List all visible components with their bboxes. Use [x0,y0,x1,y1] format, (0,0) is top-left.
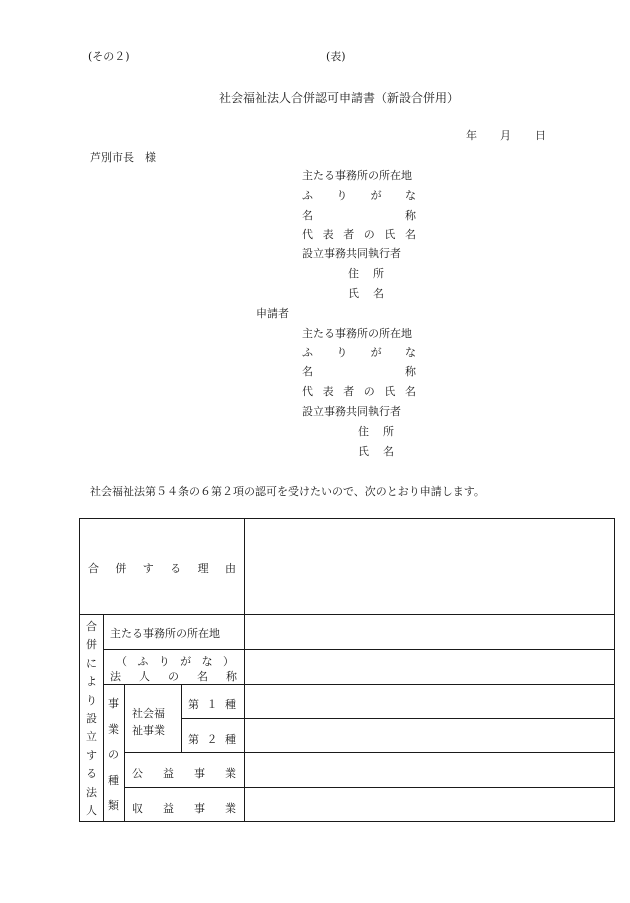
date-day: 日 [535,129,546,142]
form-number: (その２) [88,50,130,63]
office-location-row-label: 主たる事務所の所在地 [110,627,220,640]
office-location-field[interactable] [245,615,614,649]
merger-reason-label: 合 併 す る 理 由 [88,562,236,575]
corporation-name-field[interactable] [245,650,614,684]
executor-label: 設立事務共同執行者 [302,405,401,418]
addressee: 芦別市長 様 [90,151,156,164]
public-interest-business-field[interactable] [245,753,614,787]
representative-label: 代 表 者 の 氏 名 [302,228,416,241]
name-label: 名 称 [302,209,416,222]
applicant-label: 申請者 [256,307,289,320]
social-welfare-business-label: 社会福 祉事業 [132,707,165,737]
merger-form-table [79,518,615,822]
address-label: 住 所 [358,425,394,438]
person-name-label: 氏 名 [358,445,394,458]
person-name-label: 氏 名 [348,287,384,300]
date-month: 月 [500,129,511,142]
application-statement: 社会福祉法第５４条の６第２項の認可を受けたいので、次のとおり申請します。 [90,485,485,498]
profit-business-field[interactable] [245,788,614,821]
type-2-label: 第 ２ 種 [188,733,236,746]
furigana-label: ふ り が な [302,346,416,359]
executor-label: 設立事務共同執行者 [302,247,401,260]
representative-label: 代 表 者 の 氏 名 [302,385,416,398]
side-marker: (表) [326,50,346,63]
business-type-label: 事 業 の 種 類 [108,697,119,812]
corporation-name-row-label: 法 人 の 名 称 [110,670,237,683]
date-year: 年 [466,129,477,142]
new-corporation-label: 合 併 に よ り 設 立 す る 法 人 [86,620,97,817]
furigana-row-label: （ ふ り が な ） [116,655,234,668]
name-label: 名 称 [302,365,416,378]
public-interest-business-label: 公 益 事 業 [132,767,236,780]
address-label: 住 所 [348,267,384,280]
page-title: 社会福祉法人合併認可申請書（新設合併用） [219,91,460,105]
office-location-label: 主たる事務所の所在地 [302,327,412,340]
office-location-label: 主たる事務所の所在地 [302,169,412,182]
merger-reason-field[interactable] [245,519,614,614]
furigana-label: ふ り が な [302,189,416,202]
type-1-field[interactable] [245,685,614,718]
profit-business-label: 収 益 事 業 [132,802,236,815]
type-1-label: 第 １ 種 [188,698,236,711]
type-2-field[interactable] [245,719,614,752]
